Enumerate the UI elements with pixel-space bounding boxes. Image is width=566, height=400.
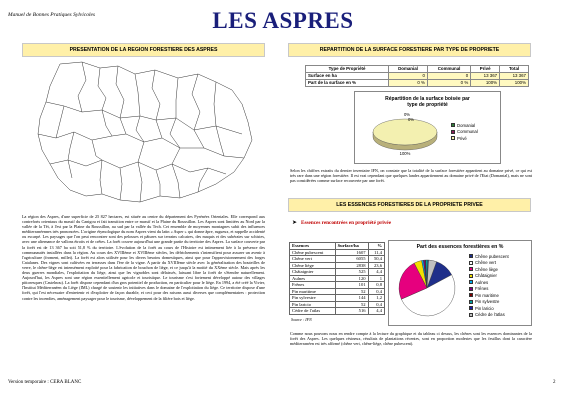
table-cell: 0 — [427, 73, 470, 80]
table-cell: 13 367 — [471, 73, 500, 80]
species-band-title: LES ESSENCES FORESTIERES DE LA PROPRIETE PRIVEE — [336, 202, 483, 208]
species-band — [288, 198, 531, 212]
ownership-band — [288, 43, 531, 57]
row-label: Part de la surface en % — [306, 80, 389, 87]
species-surface-cell: 52 — [335, 301, 368, 308]
species-essence-cell: Chêne vert — [290, 256, 336, 263]
region-map — [20, 60, 265, 210]
legend-item — [469, 312, 509, 319]
species-percent-cell: 4,4 — [368, 269, 384, 276]
species-table-body — [290, 249, 385, 314]
ownership-col-prive: Privé — [471, 66, 500, 73]
table-cell: 100% — [500, 80, 529, 87]
document-name: Manuel de Bonnes Pratiques Sylvicoles — [8, 12, 96, 18]
legend-label: Pin laricio — [475, 305, 494, 311]
species-surface-cell: 120 — [335, 275, 368, 282]
pie-slice-privé — [373, 119, 437, 145]
species-essence-cell: Pin maritime — [290, 288, 336, 295]
ownership-band-title: REPARTITION DE LA SURFACE FORESTIERE PAR TYPE DE PROPRIETE — [319, 47, 500, 53]
species-table — [289, 242, 385, 315]
legend-swatch — [469, 274, 473, 278]
species-essence-cell: Pin sylvestre — [290, 295, 336, 302]
legend-swatch — [469, 293, 473, 297]
species-subtitle — [292, 219, 391, 226]
species-essence-cell: Chêne liège — [290, 262, 336, 269]
legend-swatch — [469, 300, 473, 304]
species-percent-cell: 1,2 — [368, 295, 384, 302]
species-percent-cell: 50,4 — [368, 256, 384, 263]
pie-data-label: 100% — [399, 151, 411, 156]
legend-label: Châtaignier — [475, 273, 497, 279]
presentation-band — [22, 43, 265, 57]
species-percent-cell: 4,4 — [368, 308, 384, 315]
species-text: Comme nous pouvons nous en rendre compte à la lecture du graphique et du tableau ci dessus, les chênes sont les essences dominantes de la forêt des Aspres. Les quelques résineux, résultats de plantations récentes, sont en proportion modestes que les feuillus dont la caractère méditerranéen est très affirmé (chêne vert, chêne-liège, chêne pubescent). — [290, 331, 532, 347]
species-essence-cell: Frênes — [290, 282, 336, 289]
footer-version: Version temporaire : CERA BLANC — [8, 380, 82, 385]
species-essence-cell: Châtaignier — [290, 269, 336, 276]
species-subtitle-text: Essences rencontrées en propriété privée — [301, 219, 392, 226]
pie-data-label: 0% — [407, 117, 415, 122]
species-surface-cell: 101 — [335, 282, 368, 289]
legend-swatch — [469, 313, 473, 317]
species-percent-cell: 23,6 — [368, 262, 384, 269]
ownership-col-communal: Communal — [427, 66, 470, 73]
species-surface-cell: 525 — [335, 269, 368, 276]
ownership-table-header — [306, 66, 529, 73]
species-surface-cell: 6055 — [335, 256, 368, 263]
legend-label: Chêne pubescent — [475, 253, 509, 259]
legend-swatch — [469, 267, 473, 271]
species-percent-cell: 0,8 — [368, 282, 384, 289]
legend-label: Communal — [457, 129, 478, 135]
legend-swatch — [451, 123, 455, 127]
species-chart-title: Part des essences forestières en % — [416, 244, 504, 250]
species-source: Source : IFN — [291, 317, 312, 322]
table-cell: 0 % — [389, 80, 428, 87]
legend-label: Cèdre de l'atlas — [475, 312, 505, 318]
legend-swatch — [451, 136, 455, 140]
species-pie — [393, 255, 463, 321]
species-essence-cell: Pin laricio — [290, 301, 336, 308]
species-essence-cell: Aulnes — [290, 275, 336, 282]
table-cell: 0 % — [427, 80, 470, 87]
species-surface-cell: 1607 — [335, 249, 368, 256]
legend-swatch — [469, 287, 473, 291]
legend-swatch — [451, 130, 455, 134]
species-surface-cell: 52 — [335, 288, 368, 295]
ownership-legend — [451, 122, 478, 142]
table-cell: 13 367 — [500, 73, 529, 80]
presentation-text: La région des Aspres, d'une superficie de 25 827 hectares, est située au centre du département des Pyrénées Orientales. Elle correspond aux contreforts orientaux du massif du Canigou et fait transition entre ce massif et la Plaine du Roussillon. Les Aspres sont limitées au Nord par la vallée de la Têt, à l'est par la Plaine du Roussillon, au sud par la vallée du Tech. Cet ensemble de moyennes montagnes subit des influences méditerranéennes très prononcées. L'origine étymologique du nom Aspres vient du latin « Asper » qui donne âpre, rugueux, et rappelle accidenté ou escarpé. Les paysages que l'on peut rencontrer sont des pelouses et pâtures sur terrains calcaires, des maquis et des subéraies sur schistes, avec une alternance de vallons étroits et de crêtes. La forêt couvre aujourd'hui une grande partie du territoire des Aspres. La surface couverte par la forêt est de 13 367 ha soit 51,8 % du territoire. L'évolution de la forêt au cours de l'Histoire est intimement liée à la présence des communautés installées dans la région. Au cours des XVIIIème et XVIIIème siècles, les défrichements s'intensifient pour assurer un avenir à l'agriculture (froment, millet). La forêt est alors utilisée pour les divers besoins domestiques, ainsi que pour l'approvisionnement des forges Catalanes. Des vignes sont cultivées en terrasses dans l'ère de la vigne. A partir du XVIIIème siècle avec la généralisation des bouteilles de verre, le chêne-liège est intensément exploité pour la fabrication de bouchon de liège, et ce jusqu'à la moitié du XXème siècle. Mais après les deux guerres mondiales, l'exploitation du liège, ainsi que les vignobles sont délaissés, laissant libre la forêt de s'étendre naturellement. Aujourd'hui, les Aspres sont une région essentiellement agricole et touristique. Le tourisme s'est fortement développé autour des villages pittoresques (Castelnou). La forêt dispose cependant d'un gros potentiel de production, en particulier pour le liège. En 1994, a été créé la Vivier, l'Institut Méditerranéen du Liège (IML) chargé de soutenir les initiatives dans le domaine de l'exploitation du liège. Ce territoire dispose d'une forêt, qui l'est nécessaire d'entretenir et d'exploiter de façon durable, et ceci pour des raisons aussi diverses que complémentaires : protection contre les incendies, aménagement paysager pour le tourisme, développement de la filière bois et liège. — [22, 214, 265, 301]
species-percent-cell: 0,4 — [368, 288, 384, 295]
ownership-pie — [365, 110, 445, 162]
legend-label: Chêne liège — [475, 266, 498, 272]
legend-item — [469, 253, 509, 260]
legend-label: Pin sylvestre — [475, 299, 500, 305]
legend-label: Chêne vert — [475, 260, 497, 266]
page-number: 2 — [553, 380, 556, 385]
species-surface-cell: 516 — [335, 308, 368, 315]
table-cell: 0 — [389, 73, 428, 80]
species-col-percent: % — [368, 243, 384, 250]
arrow-bullet-icon: ➤ — [292, 220, 298, 226]
page-title: LES ASPRES — [212, 8, 354, 33]
ownership-col-total: Total — [500, 66, 529, 73]
row-label: Surface en ha — [306, 73, 389, 80]
legend-swatch — [469, 261, 473, 265]
legend-swatch — [469, 254, 473, 258]
table-row — [306, 73, 529, 80]
legend-swatch — [469, 280, 473, 284]
ownership-chart — [354, 91, 501, 164]
legend-label: Domanial — [457, 122, 476, 128]
ownership-note: Selon les chiffres extraits du dernier inventaire IFN, on constate que la totalité de la surface forestière appartient au domaine privé, ce qui est très rare dans une région forestière. Il est vrai cependant que quelques landes appartiennent au domaine privé de l'Etat (Domanial), mais ne sont pas considérées comme surface recouverte par une forêt. — [290, 168, 532, 184]
ownership-col-type: Type de Propriété — [306, 66, 389, 73]
table-row — [306, 80, 529, 87]
species-percent-cell: 0,4 — [368, 301, 384, 308]
species-percent-cell: 11,4 — [368, 249, 384, 256]
species-legend — [469, 253, 509, 318]
ownership-col-domanial: Domanial — [389, 66, 428, 73]
table-row — [290, 308, 385, 315]
presentation-band-title: PRESENTATION DE LA REGION FORESTIERE DES ASPRES — [69, 47, 218, 53]
ownership-chart-title-line1: Répartition de la surface boisée par — [385, 96, 470, 102]
species-surface-cell: 144 — [335, 295, 368, 302]
ownership-chart-title-line2: type de propriété — [407, 102, 448, 108]
legend-label: Pin maritime — [475, 292, 499, 298]
species-essence-cell: Cèdre de l'atlas — [290, 308, 336, 315]
species-percent-cell: 1 — [368, 275, 384, 282]
legend-swatch — [469, 306, 473, 310]
species-surface-cell: 2838 — [335, 262, 368, 269]
legend-label: Privé — [457, 135, 467, 141]
species-essence-cell: Chêne pubescent — [290, 249, 336, 256]
legend-item — [451, 135, 478, 142]
species-col-surface: Surface/ha — [335, 243, 368, 250]
legend-label: Aulnes — [475, 279, 489, 285]
ownership-table — [305, 65, 529, 87]
table-cell: 100% — [471, 80, 500, 87]
species-col-essence: Essences — [290, 243, 336, 250]
species-chart — [388, 240, 532, 326]
pie-data-label: 0% — [403, 112, 411, 117]
legend-label: Frênes — [475, 286, 489, 292]
